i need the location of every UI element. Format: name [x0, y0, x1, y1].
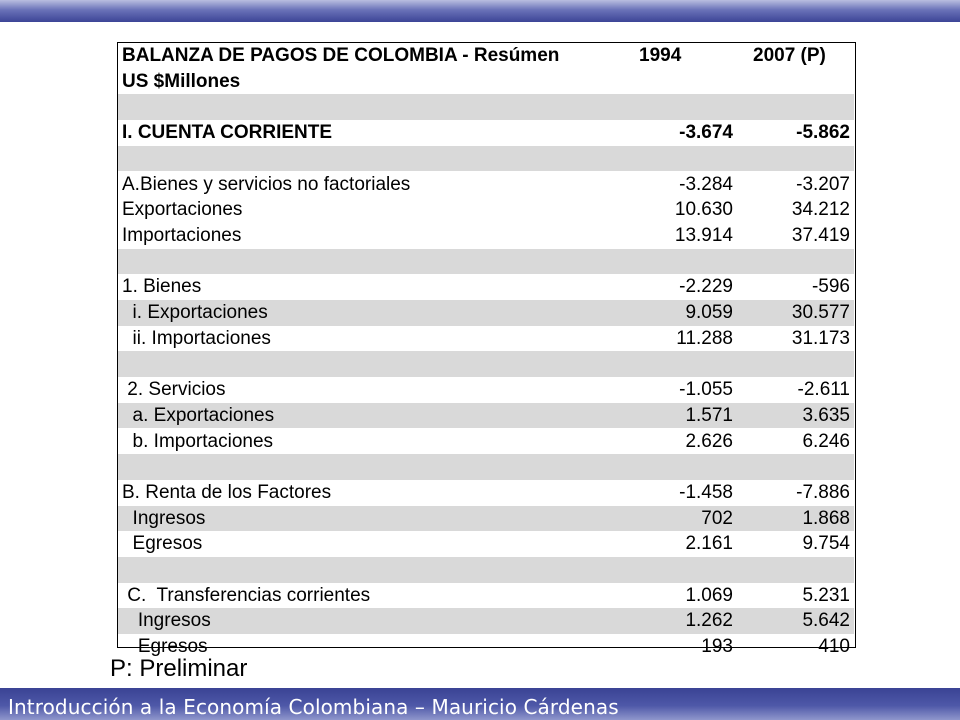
table-spacer-row — [118, 557, 854, 583]
row-label: Egresos — [122, 533, 203, 555]
value-2007: -596 — [811, 276, 850, 298]
value-1994: -3.674 — [679, 122, 733, 144]
row-label: 2. Servicios — [122, 379, 226, 401]
table-row — [118, 583, 854, 609]
value-1994: -3.284 — [679, 173, 733, 195]
value-2007: 9.754 — [802, 533, 850, 555]
table-spacer-row — [118, 249, 854, 275]
top-banner — [0, 0, 960, 22]
value-2007: 5.231 — [802, 584, 850, 606]
balance-of-payments-table — [117, 42, 856, 658]
row-label: C. Transferencias corrientes — [122, 584, 371, 606]
row-label: Egresos — [122, 636, 208, 658]
table-row — [118, 429, 854, 455]
footer-bar — [0, 688, 960, 720]
row-label: Importaciones — [122, 224, 242, 246]
table-row — [118, 223, 854, 249]
value-2007: 1.868 — [802, 507, 850, 529]
units-row — [118, 69, 854, 95]
preliminary-note: P: Preliminar — [110, 655, 248, 682]
value-1994: 11.288 — [676, 327, 733, 349]
value-1994: -1.055 — [679, 379, 733, 401]
value-2007: -3.207 — [796, 173, 850, 195]
value-1994: -2.229 — [679, 276, 733, 298]
table-row — [118, 172, 854, 198]
value-2007: 37.419 — [791, 224, 850, 246]
table-title: BALANZA DE PAGOS DE COLOMBIA - Resúmen — [122, 45, 560, 66]
value-2007: 5.642 — [802, 610, 850, 632]
table-spacer-row — [118, 94, 854, 120]
value-1994: 9.059 — [685, 302, 733, 323]
table-spacer-row — [118, 146, 854, 172]
value-1994: 2.161 — [685, 533, 733, 555]
value-1994: 193 — [701, 636, 733, 658]
row-label: a. Exportaciones — [122, 404, 275, 426]
footer-text: Introducción a la Economía Colombiana – Mauricio Cárdenas — [8, 695, 619, 719]
value-2007: -5.862 — [796, 122, 850, 144]
table-row — [118, 274, 854, 300]
column-header-1994: 1994 — [639, 45, 682, 66]
table-row — [118, 608, 854, 634]
table-row — [118, 480, 854, 506]
row-label: 1. Bienes — [122, 276, 202, 298]
value-1994: -1.458 — [679, 481, 733, 503]
value-1994: 10.630 — [674, 199, 733, 221]
value-1994: 1.571 — [685, 404, 733, 426]
row-label: Ingresos — [122, 507, 206, 529]
table-row — [118, 197, 854, 223]
table-row — [118, 120, 854, 146]
row-label: i. Exportaciones — [122, 302, 268, 323]
value-2007: -2.611 — [797, 379, 850, 401]
value-1994: 13.914 — [674, 224, 733, 246]
row-label: A.Bienes y servicios no factoriales — [122, 173, 411, 195]
column-header-2007: 2007 (P) — [753, 45, 826, 66]
units-label: US $Millones — [122, 70, 241, 92]
row-label: ii. Importaciones — [122, 327, 271, 349]
row-label: Ingresos — [122, 610, 211, 632]
row-label: b. Importaciones — [122, 430, 274, 452]
table-spacer-row — [118, 454, 854, 480]
value-2007: 6.246 — [802, 430, 850, 452]
table-row — [118, 506, 854, 532]
row-label: I. CUENTA CORRIENTE — [122, 122, 333, 144]
value-2007: 34.212 — [791, 199, 850, 221]
value-1994: 1.262 — [685, 610, 733, 632]
row-label: B. Renta de los Factores — [122, 481, 332, 503]
value-2007: 3.635 — [802, 404, 850, 426]
row-label: Exportaciones — [122, 199, 243, 221]
value-2007: -7.886 — [796, 481, 850, 503]
table-row — [118, 300, 854, 326]
table-spacer-row — [118, 351, 854, 377]
value-2007: 30.577 — [791, 302, 850, 323]
value-1994: 1.069 — [685, 584, 733, 606]
value-2007: 31.173 — [791, 327, 850, 349]
table-header-row — [118, 43, 854, 69]
table-row — [118, 531, 854, 557]
table-row — [118, 326, 854, 352]
value-1994: 702 — [701, 507, 733, 529]
value-1994: 2.626 — [685, 430, 733, 452]
table-row — [118, 377, 854, 403]
value-2007: 410 — [818, 636, 850, 658]
table-row — [118, 403, 854, 429]
